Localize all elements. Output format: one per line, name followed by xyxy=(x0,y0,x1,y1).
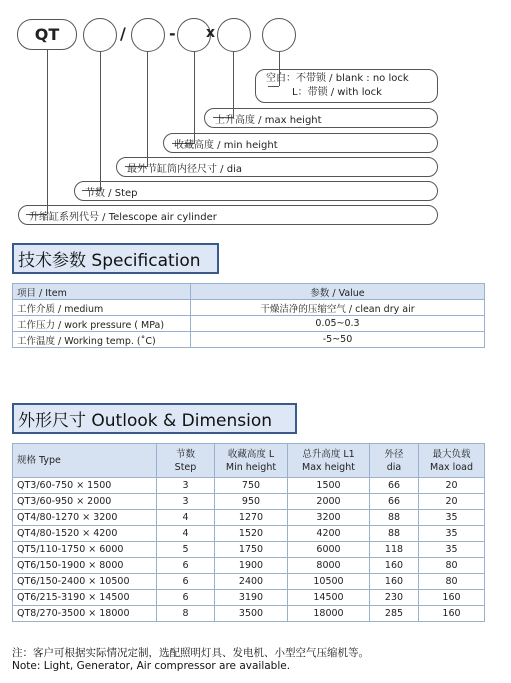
separator-x: x xyxy=(206,25,216,41)
connector-line xyxy=(47,50,48,214)
cell-type: QT3/60-950 × 2000 xyxy=(13,494,157,510)
header-dia: 外径 dia xyxy=(370,444,419,478)
cell-min-height: 1900 xyxy=(215,558,288,574)
connector-line xyxy=(194,52,195,144)
spec-row xyxy=(13,316,485,332)
cell-max-load: 20 xyxy=(419,494,485,510)
cell-step: 4 xyxy=(157,510,215,526)
step-label: 节数 / Step xyxy=(74,181,438,201)
table-row xyxy=(13,574,485,590)
lock-circle xyxy=(262,18,296,52)
separator-slash: / xyxy=(120,24,126,43)
cell-dia: 160 xyxy=(370,574,419,590)
cell-max-height: 2000 xyxy=(288,494,370,510)
lock-blank-text: 空白：不带锁 / blank : no lock xyxy=(266,73,409,84)
spec-value: -5~50 xyxy=(191,332,485,348)
lock-with-text: L：带锁 / with lock xyxy=(292,87,382,98)
cell-type: QT6/150-2400 × 10500 xyxy=(13,574,157,590)
cell-max-height: 8000 xyxy=(288,558,370,574)
step-circle xyxy=(83,18,117,52)
cell-step: 6 xyxy=(157,574,215,590)
cell-max-height: 1500 xyxy=(288,478,370,494)
cell-step: 3 xyxy=(157,494,215,510)
spec-header-item: 项目 / Item xyxy=(13,284,191,300)
spec-row xyxy=(13,332,485,348)
spec-item: 工作介质 / medium xyxy=(13,300,191,316)
header-max-height: 总升高度 L1 Max height xyxy=(288,444,370,478)
connector-line xyxy=(147,52,148,167)
spec-item: 工作温度 / Working temp. (˚C) xyxy=(13,332,191,348)
cell-step: 5 xyxy=(157,542,215,558)
spec-item: 工作压力 / work pressure ( MPa) xyxy=(13,316,191,332)
model-prefix: QT xyxy=(17,19,77,50)
cell-min-height: 1750 xyxy=(215,542,288,558)
table-row xyxy=(13,526,485,542)
spec-value: 干燥洁净的压缩空气 / clean dry air xyxy=(191,300,485,316)
cell-type: QT4/80-1270 × 3200 xyxy=(13,510,157,526)
note-english: Note: Light, Generator, Air compressor are available. xyxy=(12,660,291,672)
cell-dia: 118 xyxy=(370,542,419,558)
dia-circle xyxy=(131,18,165,52)
cell-type: QT4/80-1520 × 4200 xyxy=(13,526,157,542)
cell-step: 8 xyxy=(157,606,215,622)
table-row xyxy=(13,558,485,574)
cell-max-height: 14500 xyxy=(288,590,370,606)
cell-max-load: 160 xyxy=(419,606,485,622)
cell-step: 6 xyxy=(157,590,215,606)
separator-dash: - xyxy=(169,24,176,43)
header-min-height: 收藏高度 L Min height xyxy=(215,444,288,478)
dia-label: 最外节缸筒内径尺寸 / dia xyxy=(116,157,438,177)
connector-line xyxy=(100,52,101,191)
header-step: 节数 Step xyxy=(157,444,215,478)
cell-max-height: 10500 xyxy=(288,574,370,590)
cell-dia: 88 xyxy=(370,510,419,526)
cell-max-load: 35 xyxy=(419,510,485,526)
spec-row xyxy=(13,300,485,316)
dimension-header-row xyxy=(13,444,485,478)
spec-section-title: 技术参数 Specification xyxy=(12,243,219,274)
cell-max-height: 18000 xyxy=(288,606,370,622)
max-height-circle xyxy=(217,18,251,52)
spec-header-value: 参数 / Value xyxy=(191,284,485,300)
cell-step: 4 xyxy=(157,526,215,542)
cell-type: QT5/110-1750 × 6000 xyxy=(13,542,157,558)
dimension-section-title: 外形尺寸 Outlook & Dimension xyxy=(12,403,297,434)
min-height-label: 收藏高度 / min height xyxy=(163,133,438,153)
cell-min-height: 1270 xyxy=(215,510,288,526)
cell-dia: 66 xyxy=(370,494,419,510)
cell-dia: 88 xyxy=(370,526,419,542)
cell-type: QT6/150-1900 × 8000 xyxy=(13,558,157,574)
cell-min-height: 3500 xyxy=(215,606,288,622)
table-row xyxy=(13,494,485,510)
cell-max-load: 80 xyxy=(419,558,485,574)
note-chinese: 注：客户可根据实际情况定制，选配照明灯具、发电机、小型空气压缩机等。 xyxy=(12,647,369,659)
cell-max-load: 20 xyxy=(419,478,485,494)
header-type: 规格 Type xyxy=(13,444,157,478)
cell-max-height: 6000 xyxy=(288,542,370,558)
cell-dia: 160 xyxy=(370,558,419,574)
spec-value: 0.05~0.3 xyxy=(191,316,485,332)
table-row xyxy=(13,590,485,606)
cell-step: 3 xyxy=(157,478,215,494)
table-row xyxy=(13,606,485,622)
table-row xyxy=(13,542,485,558)
spec-table xyxy=(12,283,485,348)
lock-option-label xyxy=(255,69,438,103)
cell-max-load: 35 xyxy=(419,526,485,542)
dimension-table-body xyxy=(13,478,485,622)
cell-min-height: 950 xyxy=(215,494,288,510)
table-row xyxy=(13,510,485,526)
table-row xyxy=(13,478,485,494)
cell-max-height: 4200 xyxy=(288,526,370,542)
dimension-table xyxy=(12,443,485,622)
cell-min-height: 3190 xyxy=(215,590,288,606)
cell-step: 6 xyxy=(157,558,215,574)
cell-max-height: 3200 xyxy=(288,510,370,526)
cell-max-load: 35 xyxy=(419,542,485,558)
cell-dia: 66 xyxy=(370,478,419,494)
cell-dia: 285 xyxy=(370,606,419,622)
series-label: 升缩缸系列代号 / Telescope air cylinder xyxy=(18,205,438,225)
max-height-label: 上升高度 / max height xyxy=(204,108,438,128)
cell-min-height: 2400 xyxy=(215,574,288,590)
cell-type: QT3/60-750 × 1500 xyxy=(13,478,157,494)
cell-min-height: 750 xyxy=(215,478,288,494)
cell-max-load: 160 xyxy=(419,590,485,606)
spec-header-row xyxy=(13,284,485,300)
cell-min-height: 1520 xyxy=(215,526,288,542)
cell-max-load: 80 xyxy=(419,574,485,590)
header-max-load: 最大负载 Max load xyxy=(419,444,485,478)
cell-type: QT8/270-3500 × 18000 xyxy=(13,606,157,622)
cell-dia: 230 xyxy=(370,590,419,606)
cell-type: QT6/215-3190 × 14500 xyxy=(13,590,157,606)
